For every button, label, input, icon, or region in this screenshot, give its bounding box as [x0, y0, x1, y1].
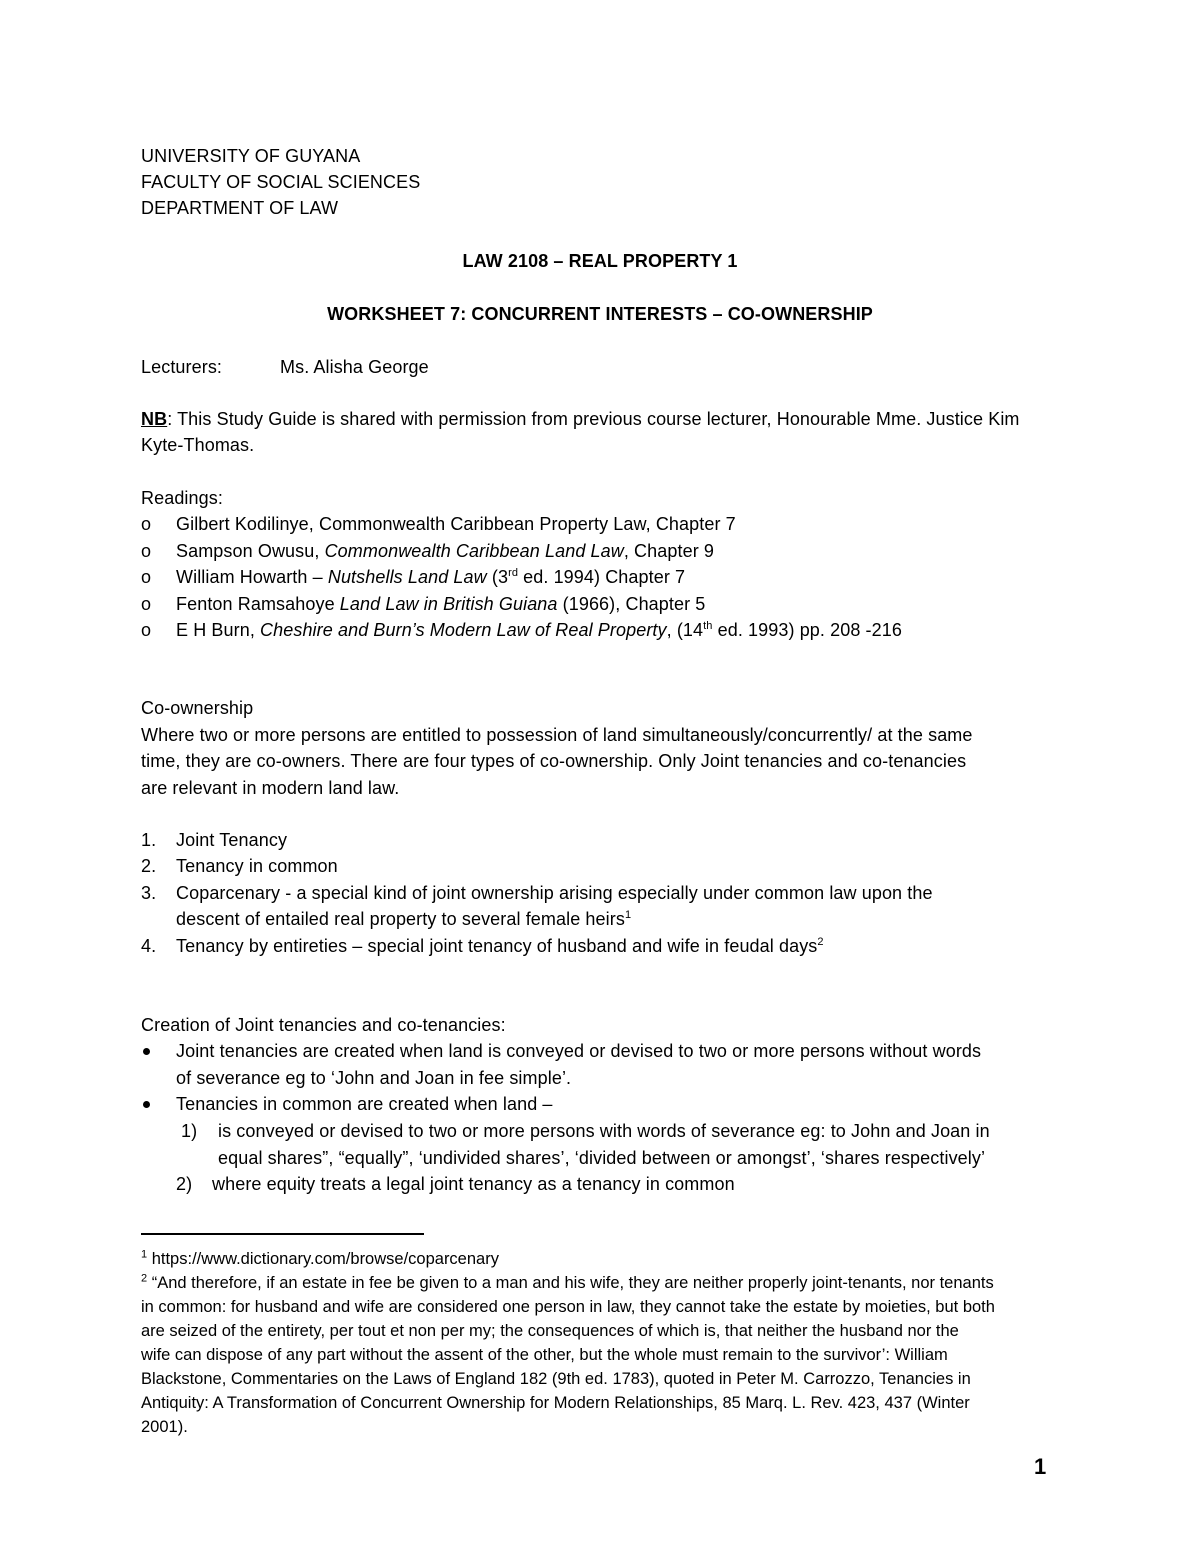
readings-heading: Readings: [141, 488, 223, 508]
reading-title: Land Law in British Guiana [339, 594, 558, 614]
list-text: Coparcenary - a special kind of joint ownership arising especially under common law upon the [176, 883, 933, 903]
paragraph-line: are relevant in modern land law. [141, 778, 400, 798]
list-marker: o [141, 620, 152, 640]
footnote-1 [141, 1247, 499, 1271]
list-number: 4. [141, 936, 157, 956]
reading-text [176, 591, 705, 617]
reading-detail: ed. 1994) Chapter 7 [518, 567, 686, 587]
list-marker: o [141, 514, 152, 534]
nb-label: NB [141, 409, 168, 429]
edition-superscript: rd [508, 567, 519, 579]
university-name: UNIVERSITY OF GUYANA [141, 146, 361, 166]
bullet-text-line: Joint tenancies are created when land is conveyed or devised to two or more persons without words [176, 1041, 982, 1061]
footnote-text: 2001). [141, 1418, 188, 1436]
reading-detail: ed. 1993) pp. 208 -216 [712, 620, 902, 640]
nb-note [141, 406, 1020, 432]
reading-text [176, 538, 714, 564]
reading-detail: (1966), Chapter 5 [557, 594, 706, 614]
reading-title: Commonwealth Caribbean Land Law [324, 541, 624, 561]
reading-author: Fenton Ramsahoye [176, 594, 340, 614]
worksheet-title: WORKSHEET 7: CONCURRENT INTERESTS – CO-OWNERSHIP [327, 304, 873, 324]
list-text [176, 906, 631, 932]
sub-list-number: 2) [176, 1174, 193, 1194]
sub-list-text: equal shares”, “equally”, ‘undivided shares’, ‘divided between or amongst’, ‘shares respectively’ [218, 1148, 986, 1168]
list-text [176, 933, 824, 959]
footnote-text: Antiquity: A Transformation of Concurrent Ownership for Modern Relationships, 85 Marq. L. Rev. 423, 437 (Winter [141, 1394, 970, 1412]
reading-text [176, 564, 685, 590]
list-marker: o [141, 567, 152, 587]
list-number: 3. [141, 883, 157, 903]
footnote-text: in common: for husband and wife are considered one person in law, they cannot take the estate by moieties, but both [141, 1298, 995, 1316]
paragraph-line: Where two or more persons are entitled to possession of land simultaneously/concurrently/ at the same [141, 725, 973, 745]
list-number: 2. [141, 856, 157, 876]
nb-text-line-2: Kyte-Thomas. [141, 435, 255, 455]
department-name: DEPARTMENT OF LAW [141, 198, 339, 218]
footnote-link[interactable]: https://www.dictionary.com/browse/coparcenary [147, 1250, 499, 1268]
list-number: 1. [141, 830, 157, 850]
reading-title: Cheshire and Burn’s Modern Law of Real Property [260, 620, 667, 640]
bullet-text-line: of severance eg to ‘John and Joan in fee simple’. [176, 1068, 572, 1088]
lecturers-label: Lecturers: [141, 357, 223, 377]
footnote-separator [141, 1233, 424, 1235]
sub-list-text: is conveyed or devised to two or more persons with words of severance eg: to John and Joan in [218, 1121, 990, 1141]
page-number: 1 [1034, 1454, 1047, 1479]
reading-detail: (3 [486, 567, 509, 587]
reading-title: Nutshells Land Law [327, 567, 487, 587]
nb-text-line-1: : This Study Guide is shared with permission from previous course lecturer, Honourable Mme. Justice Kim [167, 409, 1020, 429]
reading-detail: , Chapter 9 [623, 541, 715, 561]
bullet-text-line: Tenancies in common are created when land – [176, 1094, 553, 1114]
coownership-heading: Co-ownership [141, 698, 254, 718]
reading-detail: , (14 [666, 620, 704, 640]
footnote-number: 1 [141, 1248, 148, 1261]
course-title: LAW 2108 – REAL PROPERTY 1 [462, 251, 738, 271]
edition-superscript: th [703, 620, 713, 632]
reading-text: Gilbert Kodilinye, Commonwealth Caribbean Property Law, Chapter 7 [176, 514, 736, 534]
footnote-text: are seized of the entirety, per tout et non per my; the consequences of which is, that neither the husband nor the [141, 1322, 959, 1340]
list-marker: o [141, 541, 152, 561]
sub-list-text: where equity treats a legal joint tenancy as a tenancy in common [212, 1174, 735, 1194]
footnote-text: “And therefore, if an estate in fee be given to a man and his wife, they are neither properly joint-tenants, nor tenants [147, 1274, 994, 1292]
list-text-line: descent of entailed real property to several female heirs [176, 909, 625, 929]
reading-author: Sampson Owusu, [176, 541, 325, 561]
paragraph-line: time, they are co-owners. There are four types of co-ownership. Only Joint tenancies and co-tenancies [141, 751, 967, 771]
footnote-text: wife can dispose of any part without the assent of the other, but the whole must remain to the survivor’: William [141, 1346, 948, 1364]
reading-text [176, 617, 902, 643]
bullet-icon [143, 1101, 150, 1108]
list-text: Tenancy in common [176, 856, 338, 876]
faculty-name: FACULTY OF SOCIAL SCIENCES [141, 172, 421, 192]
footnote-2 [141, 1271, 994, 1295]
list-text: Joint Tenancy [176, 830, 288, 850]
list-marker: o [141, 594, 152, 614]
reading-author: William Howarth – [176, 567, 328, 587]
footnote-ref[interactable]: 2 [817, 936, 824, 948]
bullet-icon [143, 1048, 150, 1055]
reading-author: E H Burn, [176, 620, 261, 640]
lecturer-name: Ms. Alisha George [280, 357, 429, 377]
footnote-text: Blackstone, Commentaries on the Laws of England 182 (9th ed. 1783), quoted in Peter M. Carrozzo, Tenancies in [141, 1370, 971, 1388]
creation-heading: Creation of Joint tenancies and co-tenancies: [141, 1015, 506, 1035]
sub-list-number: 1) [181, 1121, 198, 1141]
list-text-line: Tenancy by entireties – special joint tenancy of husband and wife in feudal days [176, 936, 818, 956]
footnote-ref[interactable]: 1 [624, 909, 632, 921]
footnote-number: 2 [141, 1272, 148, 1285]
